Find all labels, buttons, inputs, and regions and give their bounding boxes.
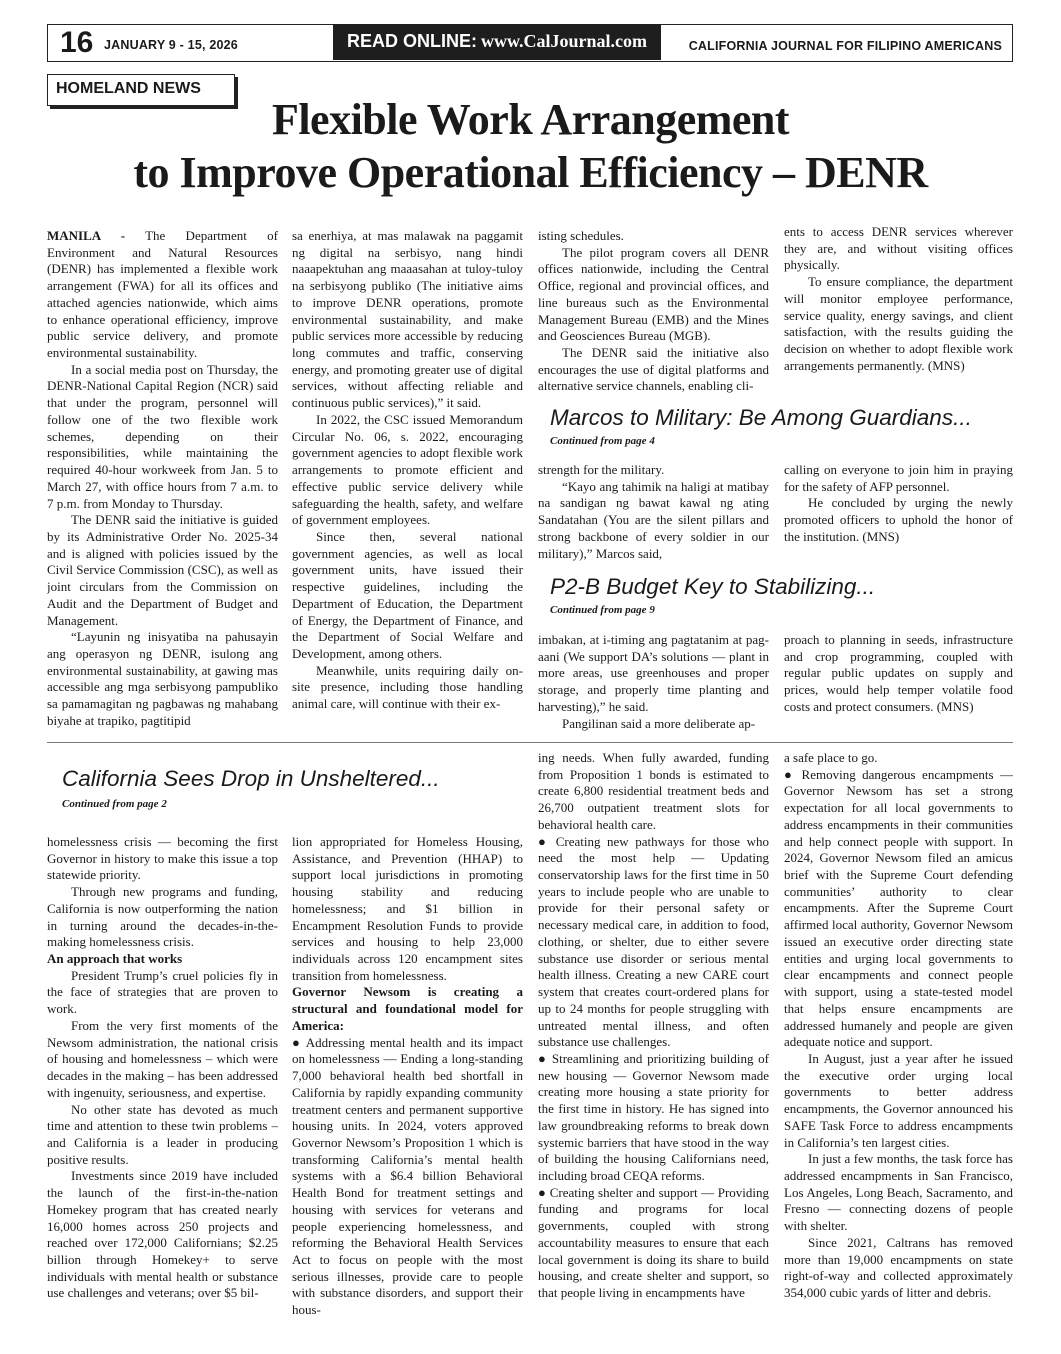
paragraph: isting schedules. bbox=[538, 228, 624, 243]
article-headline-line2: to Improve Operational Efficiency – DENR bbox=[133, 148, 928, 197]
article4-column-2 bbox=[292, 834, 523, 1334]
article1-column-4 bbox=[784, 224, 1013, 398]
paragraph: To ensure compliance, the department will monitor employee performance, service quality, energy savings, and client satisfaction, with the results guiding the decision on whether to adopt flexible work arrangements permanently. (MNS) bbox=[784, 274, 1013, 373]
article4-column-3 bbox=[538, 750, 769, 1334]
paragraph: proach to planning in seeds, infrastructure and crop programming, coupled with regular public updates on supply and prices, would help temper volatile food costs and protect consumers. (MNS) bbox=[784, 632, 1013, 714]
paragraph: He concluded by urging the newly promoted officers to uphold the honor of the institution. (MNS) bbox=[784, 495, 1013, 544]
article-headline-line1: Flexible Work Arrangement bbox=[271, 95, 790, 144]
section-divider bbox=[47, 742, 1013, 743]
paragraph: The DENR said the initiative is guided by its Administrative Order No. 2025-34 and is aligned with policies issued by the Civil Service Commission (CSC), as well as joint circulars from the Commission on Audit and the Department of Budget and Management. bbox=[47, 512, 278, 628]
paragraph: calling on everyone to join him in praying for the safety of AFP personnel. bbox=[784, 462, 1013, 494]
paragraph: homelessness crisis — becoming the first Governor in history to make this issue a top statewide priority. bbox=[47, 834, 278, 883]
paragraph: The pilot program covers all DENR offices nationwide, including the Central Office, regional and provincial offices, and line bureaus such as the Environmental Management Bureau (EMB) and the Mines and Geosciences Bureau (MGB). bbox=[538, 244, 769, 344]
paragraph: Since then, several national government agencies, as well as local government units, have issued their respective guidelines, including the Department of Education, the Department of Energy, the Department of Finance, and the Department of Social Welfare and Development, among others. bbox=[292, 528, 523, 661]
paragraph: Since 2021, Caltrans has removed more than 19,000 encampments on state right-of-way and collected approximately 354,000 cubic yards of litter and debris. bbox=[784, 1234, 1013, 1300]
paragraph: The DENR said the initiative also encourages the use of digital platforms and alternative service channels, enabling cli- bbox=[538, 345, 769, 394]
subheading: An approach that works bbox=[47, 951, 183, 967]
paragraph: In a social media post on Thursday, the DENR-National Capital Region (NCR) said that under the program, personnel will follow one of the two flexible work schemes, depending on their responsibilities, while maintaining the required 40-hour workweek from Jan. 5 to March 27, with office hours from 7 a.m. to 7 p.m. from Monday to Thursday. bbox=[47, 361, 278, 511]
paragraph: ing needs. When fully awarded, funding from Proposition 1 bonds is estimated to create 6,800 residential treatment beds and 26,700 outpatient treatment slots for behavioral health care. bbox=[538, 750, 769, 832]
read-online-url[interactable]: www.CalJournal.com bbox=[481, 31, 647, 51]
jump-headline: Marcos to Military: Be Among Guardians... bbox=[550, 405, 972, 430]
article2-column-2 bbox=[784, 462, 1013, 566]
read-online-banner[interactable] bbox=[333, 24, 661, 60]
paragraph: “Kayo ang tahimik na haligi at matibay na sandigan ng bawat kawal ng ating Sandatahan (You are the silent pillars and strong backbone of every soldier in our military),” Marcos said, bbox=[538, 478, 769, 561]
article2-column-1 bbox=[538, 462, 769, 566]
paragraph: In 2022, the CSC issued Memorandum Circular No. 06, s. 2022, encouraging government agencies to adopt flexible work arrangements to promote efficient and effective public service delivery while safeguarding the health, safety, and welfare of government employees. bbox=[292, 411, 523, 528]
article1-column-2 bbox=[292, 228, 523, 738]
continued-from: Continued from page 9 bbox=[550, 604, 655, 616]
continued-from: Continued from page 2 bbox=[62, 798, 167, 810]
paragraph: ● Addressing mental health and its impact on homelessness — Ending a long-standing 7,000 behavioral health bed shortfall in California by rapidly expanding community treatment centers and permanent supportive housing units. In 2024, voters approved Governor Newsom’s Proposition 1 which is transforming California’s mental health systems with a $6.4 billion Behavioral Health Bond for treatment settings and housing with services for veterans and people experiencing homelessness, and reforming the Behavioral Health Services Act to focus on people with the most serious illnesses, provide care to people with substance disorders, and support their hous- bbox=[292, 1034, 523, 1318]
paragraph: strength for the military. bbox=[538, 462, 665, 477]
paragraph: Through new programs and funding, California is now outperforming the nation in turning around the decades-in-the-making homelessness crisis. bbox=[47, 884, 278, 950]
paragraph: In August, just a year after he issued the executive order urging local governments to better address encampments, the Governor announced his SAFE Task Force to address encampments in California’s ten largest cities. bbox=[784, 1050, 1013, 1150]
paragraph: Investments since 2019 have included the launch of the first-in-the-nation Homekey program that has created nearly 16,000 homes across 250 projects and reached over 172,000 Californians; $2.25 billion through Homekey+ to serve individuals with mental health or substance use challenges and veterans; over $5 bil- bbox=[47, 1168, 278, 1301]
paragraph: a safe place to go. bbox=[784, 750, 878, 765]
article1-column-1 bbox=[47, 228, 278, 738]
article4-column-4 bbox=[784, 750, 1013, 1334]
article3-column-2 bbox=[784, 632, 1013, 738]
section-label: HOMELAND NEWS bbox=[47, 74, 235, 106]
paragraph: No other state has devoted as much time and attention to these twin problems – and California is a leader in producing positive results. bbox=[47, 1101, 278, 1167]
publication-title: CALIFORNIA JOURNAL FOR FILIPINO AMERICANS bbox=[688, 39, 1002, 53]
continued-from: Continued from page 4 bbox=[550, 435, 655, 447]
article3-column-1 bbox=[538, 632, 769, 738]
paragraph: imbakan, at i-timing ang pagtatanim at pag-aani (We support DA’s solutions — plant in more areas, use greenhouses and proper storage, and properly time planting and harvesting),” he said. bbox=[538, 632, 769, 714]
article1-column-3 bbox=[538, 228, 769, 398]
paragraph bbox=[47, 228, 278, 362]
paragraph: lion appropriated for Homeless Housing, Assistance, and Prevention (HHAP) to support local jurisdictions in promoting housing stability and reducing homelessness; and $1 billion in Encampment Resolution Funds to provide services and housing to help 23,000 individuals across 120 encampment sites transition from homelessness. bbox=[292, 834, 523, 983]
issue-date: JANUARY 9 - 15, 2026 bbox=[104, 38, 238, 52]
paragraph: sa enerhiya, at mas malawak na paggamit ng digital na serbisyo, nang hindi naaapektuhan ang maaasahan at tuloy-tuloy na serbisyong publiko (The initiative aims to improve DENR operations, promote environmental sustainability, and make public services more accessible by reducing long commutes and traffic, conserving energy, and promoting greater use of digital services, without affecting reliable and continuous public services),” it said. bbox=[292, 228, 523, 411]
page-number: 16 bbox=[60, 26, 94, 59]
paragraph: From the very first moments of the Newsom administration, the national crisis of housing and homelessness – which were decades in the making – has been addressed with ingenuity, seriousness, and expertise. bbox=[47, 1017, 278, 1100]
article4-column-1 bbox=[47, 834, 278, 1334]
paragraph: Meanwhile, units requiring daily on-site presence, including those handling animal care, will continue with their ex- bbox=[292, 662, 523, 712]
paragraph: President Trump’s cruel policies fly in the face of strategies that are proven to work. bbox=[47, 967, 278, 1017]
paragraph-text: The Department of Environment and Natural Resources (DENR) has implemented a flexible work arrangement (FWA) for all its offices and attached agencies nationwide, which aims to enhance operational efficiency, improve public service delivery, and promote environmental sustainability. bbox=[47, 228, 278, 361]
paragraph: In just a few months, the task force has addressed encampments in San Francisco, Los Angeles, Long Beach, Sacramento, and Fresno — connecting dozens of people with shelter. bbox=[784, 1151, 1013, 1234]
paragraph: ● Creating shelter and support — Providing funding and programs for local governments, coupled with strong accountability measures to ensure that each local government is doing its share to build housing, and create shelter and support, so that people living in encampments have bbox=[538, 1184, 769, 1300]
jump-headline: California Sees Drop in Unsheltered... bbox=[62, 766, 440, 791]
subheading: Governor Newsom is creating a structural and foundational model for America: bbox=[292, 984, 523, 1033]
paragraph: Pangilinan said a more deliberate ap- bbox=[562, 715, 756, 731]
page-header bbox=[47, 24, 1013, 62]
paragraph: ● Streamlining and prioritizing building of new housing — Governor Newsom made creating more housing a state priority for the first time in history. He has signed into law groundbreaking reforms to break down systemic barriers that have stood in the way of building the housing Californians need, including broad CEQA reforms. bbox=[538, 1050, 769, 1183]
paragraph: ents to access DENR services wherever they are, and without visiting offices physically. bbox=[784, 224, 1013, 273]
paragraph: ● Creating new pathways for those who need the most help — Updating conservatorship laws for the first time in 50 years to include people who are unable to provide for their personal safety or necessary medical care, in addition to food, clothing, or shelter, due to either severe substance use disorder or serious mental health illness. Creating a new CARE court system that creates court-ordered plans for up to 24 months for people struggling with untreated mental illness, and often substance use challenges. bbox=[538, 833, 769, 1050]
dateline: MANILA - bbox=[47, 228, 126, 243]
paragraph: ● Removing dangerous encampments — Governor Newsom has set a strong expectation for all local governments to address encampments in their communities and help connect people with support. In 2024, Governor Newsom filed an amicus brief with the Supreme Court defending communities’ authority to clear encampments. After the Supreme Court affirmed local authority, Governor Newsom issued an executive order directing state entities and urging local governments to clear encampments and connect people with support, using a state-tested model that helps ensure encampments are addressed humanely and people are given adequate notice and support. bbox=[784, 766, 1013, 1050]
read-online-label: READ ONLINE: bbox=[347, 31, 477, 51]
jump-headline: P2-B Budget Key to Stabilizing... bbox=[550, 574, 876, 599]
paragraph: “Layunin ng inisyatiba na pahusayin ang operasyon ng DENR, isulong ang environmental sustainability, at gawing mas accessible ang mga serbisyong pampubliko sa pamamagitan ng pagbawas ng mahabang biyahe at trapiko, pagtitipid bbox=[47, 629, 278, 728]
